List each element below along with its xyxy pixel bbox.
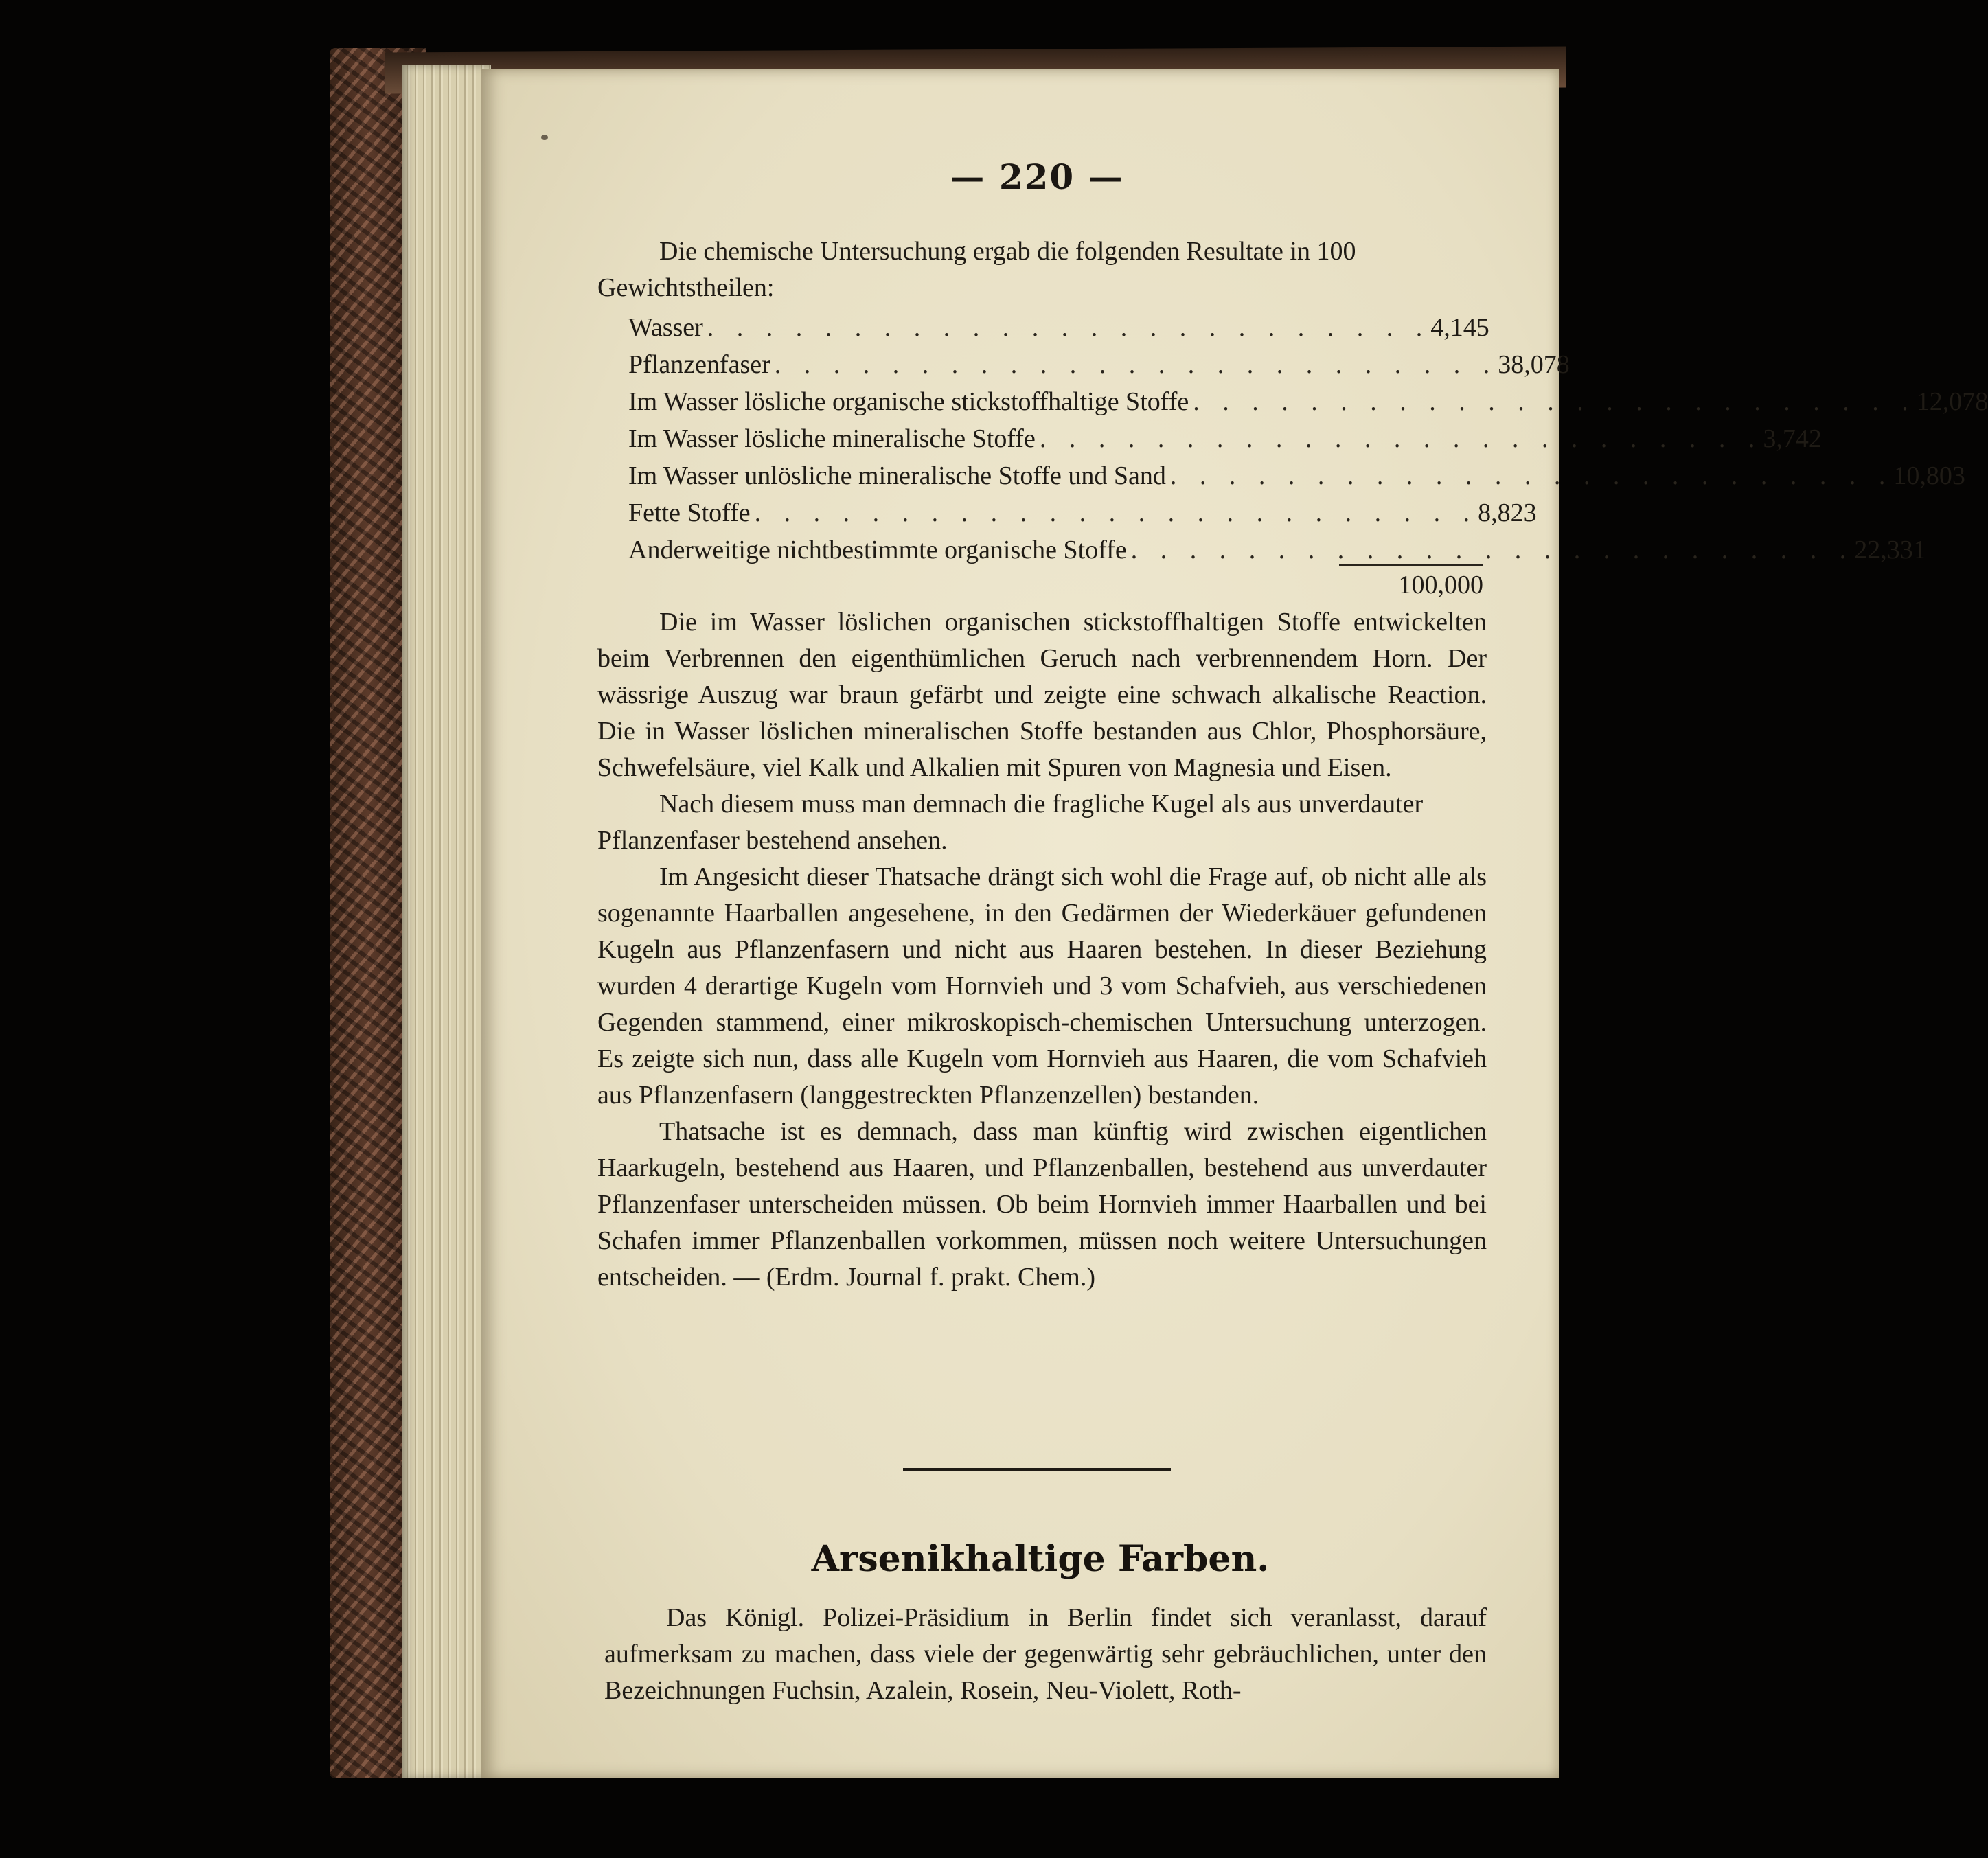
row-label: Im Wasser lösliche organische stickstoffhaltige Stoffe	[628, 387, 1189, 416]
row-label: Fette Stoffe	[628, 498, 751, 527]
page-number: — 220 —	[950, 157, 1124, 197]
paragraph: Das Königl. Polizei-Präsidium in Berlin findet sich veranlasst, darauf aufmerksam zu machen, dass viele der gegenwärtig sehr gebräuchlichen, unter den Bezeichnungen Fuchsin, Azalein, Rosein, Neu-Violett, Roth-	[604, 1603, 1487, 1705]
section-heading: Arsenikhaltige Farben.	[811, 1538, 1270, 1580]
table-row	[628, 494, 1537, 531]
row-label: Pflanzenfaser	[628, 350, 770, 379]
leader-dots: . . . . . . . . . . . . . . . . . . . . . . . . .	[774, 350, 1498, 379]
leader-dots: . . . . . . . . . . . . . . . . . . . . . . . . .	[707, 313, 1431, 342]
table-row	[628, 457, 1965, 494]
row-value: 3,742	[1763, 424, 1822, 453]
leader-dots: . . . . . . . . . . . . . . . . . . . . . . . . .	[1169, 461, 1894, 490]
row-label: Im Wasser unlösliche mineralische Stoffe und Sand	[628, 461, 1166, 490]
paragraph: Nach diesem muss man demnach die fragliche Kugel als aus unverdauter Pflanzenfaser bestehend ansehen.	[597, 790, 1424, 855]
row-value: 10,803	[1893, 461, 1965, 490]
leader-dots: . . . . . . . . . . . . . . . . . . . . . . . . .	[1130, 536, 1855, 564]
composition-table	[628, 309, 1988, 569]
row-value: 22,331	[1854, 536, 1926, 564]
leader-dots: . . . . . . . . . . . . . . . . . . . . . . . . .	[1193, 387, 1917, 416]
table-row	[628, 383, 1988, 420]
leader-dots: . . . . . . . . . . . . . . . . . . . . . . . . .	[1039, 424, 1763, 453]
paragraph: Im Angesicht dieser Thatsache drängt sich wohl die Frage auf, ob nicht alle als sogenannte Haarballen angesehene, in den Gedärmen der Wiederkäuer gefundenen Kugeln aus Pflanzenfasern und nicht aus Haaren bestehen. In dieser Beziehung wurden 4 derartige Kugeln vom Hornvieh und 3 vom Schafvieh, aus verschiedenen Gegenden stammend, einer mikroskopisch-chemischen Untersuchung unterzogen. Es zeigte sich nun, dass alle Kugeln vom Hornvieh aus Haaren, die vom Schafvieh aus Pflanzenfasern (langgestreckten Pflanzenzellen) bestanden.	[597, 862, 1487, 1110]
sum-rule	[1339, 564, 1483, 566]
row-value: 12,078	[1916, 387, 1988, 416]
table-row	[628, 346, 1570, 383]
row-label: Wasser	[628, 313, 703, 342]
ink-spot	[541, 135, 548, 140]
section-divider	[903, 1468, 1171, 1471]
row-value: 38,078	[1498, 350, 1570, 379]
table-row	[628, 309, 1489, 346]
intro-paragraph	[597, 233, 1483, 306]
intro-text: Die chemische Untersuchung ergab die folgenden Resultate in 100 Gewichtstheilen:	[597, 237, 1356, 302]
row-value: 4,145	[1430, 313, 1489, 342]
table-row	[628, 420, 1822, 457]
section-body	[604, 1600, 1487, 1709]
paragraph: Die im Wasser löslichen organischen stickstoffhaltigen Stoffe entwickelten beim Verbrennen den eigenthümlichen Geruch nach verbrennendem Horn. Der wässrige Auszug war braun gefärbt und zeigte eine schwach alkalische Reaction. Die in Wasser löslichen mineralischen Stoffe bestanden aus Chlor, Phosphorsäure, Schwefelsäure, viel Kalk und Alkalien mit Spuren von Magnesia und Eisen.	[597, 608, 1487, 782]
body-text	[597, 604, 1487, 1296]
paragraph: Thatsache ist es demnach, dass man künftig wird zwischen eigentlichen Haarkugeln, bestehend aus Haaren, und Pflanzenballen, bestehend aus unverdauter Pflanzenfaser unterscheiden müssen. Ob beim Hornvieh immer Haarballen und bei Schafen immer Pflanzenballen vorkommen, müssen noch weitere Untersuchungen entscheiden. — (Erdm. Journal f. prakt. Chem.)	[597, 1117, 1487, 1292]
table-total: 100,000	[1398, 571, 1483, 599]
row-label: Anderweitige nichtbestimmte organische Stoffe	[628, 536, 1127, 564]
leader-dots: . . . . . . . . . . . . . . . . . . . . . . . . .	[754, 498, 1478, 527]
table-row	[628, 531, 1926, 569]
page-stack-edges	[402, 65, 491, 1778]
row-value: 8,823	[1478, 498, 1537, 527]
row-label: Im Wasser lösliche mineralische Stoffe	[628, 424, 1036, 453]
